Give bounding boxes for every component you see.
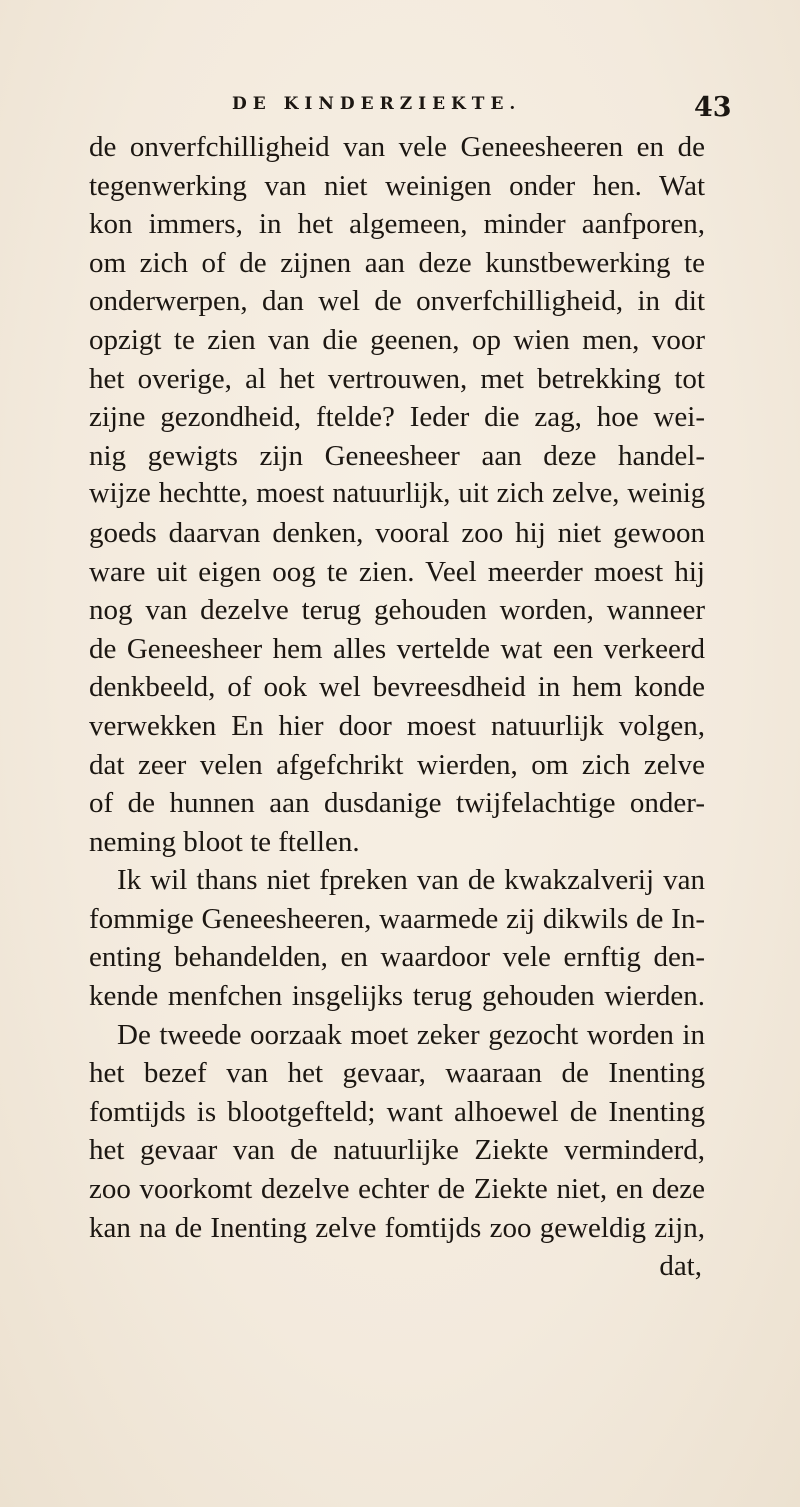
catchword: dat, (659, 1250, 702, 1283)
page-number: 43 (694, 92, 732, 123)
text-line: onderwerpen, dan wel de onverfchilligheid, in dit (89, 285, 705, 318)
text-line: of de hunnen aan dusdanige twijfelachtige onder- (89, 787, 705, 820)
text-line: het overige, al het vertrouwen, met betrekking tot (89, 362, 705, 395)
text-line: kende menfchen insgelijks terug gehouden wierden. (89, 980, 705, 1013)
text-line: verwekken En hier door moest natuurlijk volgen, (89, 709, 705, 742)
text-line: de onverfchilligheid van vele Geneesheeren en de (89, 131, 705, 163)
text-line: het bezef van het gevaar, waaraan de Inenting (89, 1057, 705, 1090)
text-line: tegenwerking van niet weinigen onder hen. Wat (89, 169, 705, 202)
text-line: nog van dezelve terug gehouden worden, wanneer (89, 594, 705, 627)
text-line: nig gewigts zijn Geneesheer aan deze handel- (89, 439, 705, 472)
text-line: om zich of de zijnen aan deze kunstbewerking te (89, 246, 705, 279)
text-line: kan na de Inenting zelve fomtijds zoo geweldig zijn, (89, 1211, 705, 1244)
text-line: zijne gezondheid, ftelde? Ieder die zag, hoe wei- (89, 401, 705, 434)
text-line: de Geneesheer hem alles vertelde wat een verkeerd (89, 632, 705, 665)
text-line: fommige Geneesheeren, waarmede zij dikwils de In- (89, 902, 705, 935)
text-line: het gevaar van de natuurlijke Ziekte verminderd, (89, 1134, 705, 1167)
text-line: neming bloot te ftellen. (89, 825, 360, 858)
running-title: DE KINDERZIEKTE. (232, 94, 522, 114)
running-head (0, 80, 800, 123)
text-line: denkbeeld, of ook wel bevreesdheid in hem konde (89, 671, 705, 704)
text-line: dat zeer velen afgefchrikt wierden, om zich zelve (89, 748, 705, 781)
text-line: goeds daarvan denken, vooral zoo hij niet gewoon (89, 516, 705, 549)
text-line: enting behandelden, en waardoor vele ernftig den- (89, 941, 705, 974)
text-line: ware uit eigen oog te zien. Veel meerder moest hij (89, 555, 705, 588)
text-line: zoo voorkomt dezelve echter de Ziekte niet, en deze (89, 1173, 705, 1206)
text-line: fomtijds is blootgefteld; want alhoewel de Inenting (89, 1095, 705, 1128)
text-line: De tweede oorzaak moet zeker gezocht worden in (117, 1018, 705, 1051)
text-line: wijze hechtte, moest natuurlijk, uit zich zelve, weinig (89, 478, 705, 510)
text-line: kon immers, in het algemeen, minder aanfporen, (89, 208, 705, 241)
body-text (89, 128, 705, 1286)
text-line: opzigt te zien van die geenen, op wien men, voor (89, 323, 705, 356)
text-line: Ik wil thans niet fpreken van de kwakzalverij van (117, 864, 705, 897)
